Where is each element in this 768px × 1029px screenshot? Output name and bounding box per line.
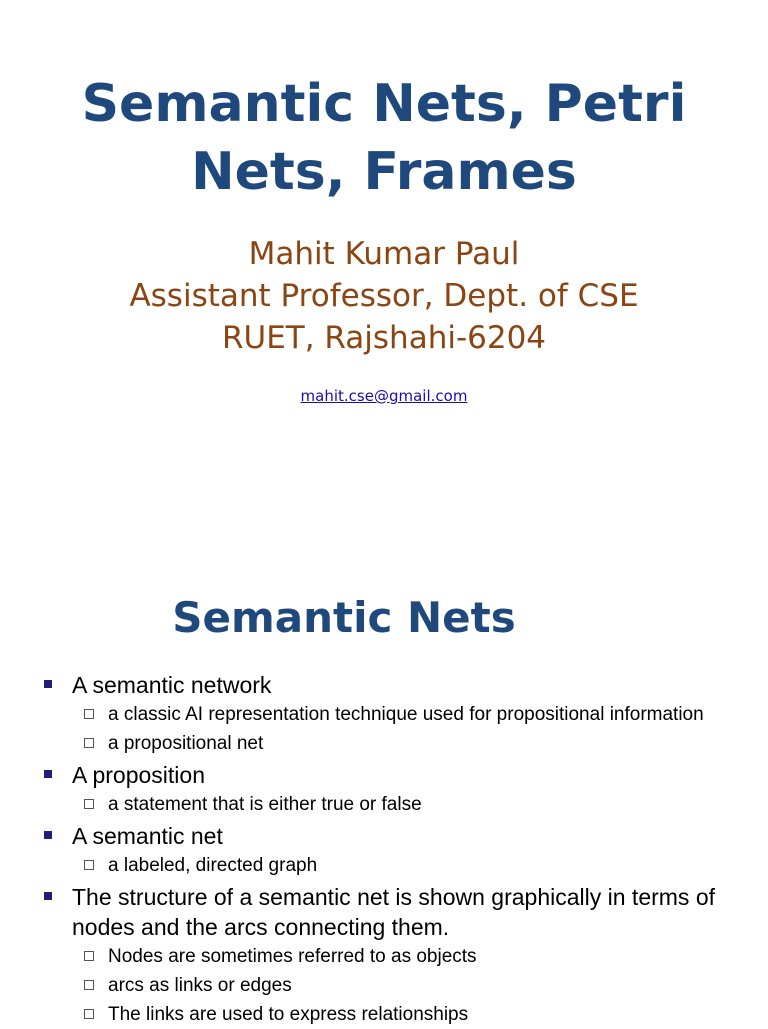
slide-title: Semantic Nets xyxy=(172,593,516,642)
bullet-text: A semantic network xyxy=(72,672,272,698)
bullet-item xyxy=(72,668,768,700)
square-bullet-icon xyxy=(44,680,52,688)
sub-bullet-item xyxy=(108,790,768,819)
hollow-square-bullet-icon xyxy=(84,709,94,719)
sub-bullet-text: a propositional net xyxy=(108,733,264,754)
square-bullet-icon xyxy=(44,831,52,839)
sub-bullet-item xyxy=(108,700,768,729)
author-block xyxy=(0,233,768,359)
sub-bullet-text: a statement that is either true or false xyxy=(108,794,422,815)
sub-bullet-text: a classic AI representation technique used for propositional information xyxy=(108,704,704,725)
author-position: Assistant Professor, Dept. of CSE xyxy=(129,278,639,314)
bullet-text: A semantic net xyxy=(72,823,223,849)
bullet-item xyxy=(72,758,768,790)
hollow-square-bullet-icon xyxy=(84,799,94,809)
author-name: Mahit Kumar Paul xyxy=(248,236,520,272)
sub-bullet-text: Nodes are sometimes referred to as objects xyxy=(108,946,477,967)
title-line-1: Semantic Nets, Petri xyxy=(81,74,687,134)
sub-bullet-text: a labeled, directed graph xyxy=(108,855,318,876)
sub-bullet-item xyxy=(108,942,768,971)
hollow-square-bullet-icon xyxy=(84,860,94,870)
square-bullet-icon xyxy=(44,892,52,900)
email-link[interactable]: mahit.cse@gmail.com xyxy=(300,387,468,405)
sub-bullet-item xyxy=(108,851,768,880)
sub-bullet-item xyxy=(108,1000,768,1029)
bullet-text-line-1: The structure of a semantic net is shown graphically in terms of xyxy=(72,884,716,910)
hollow-square-bullet-icon xyxy=(84,738,94,748)
sub-bullet-item xyxy=(108,729,768,758)
bullet-text: A proposition xyxy=(72,762,205,788)
bullet-text-line-2: nodes and the arcs connecting them. xyxy=(72,914,450,940)
square-bullet-icon xyxy=(44,770,52,778)
bullet-item xyxy=(72,819,768,851)
author-institution: RUET, Rajshahi-6204 xyxy=(221,320,547,356)
bullet-list xyxy=(0,668,768,1029)
sub-bullet-text: arcs as links or edges xyxy=(108,975,292,996)
bullet-item xyxy=(72,880,768,942)
hollow-square-bullet-icon xyxy=(84,1009,94,1019)
title-line-2: Nets, Frames xyxy=(191,142,577,202)
sub-bullet-item xyxy=(108,971,768,1000)
hollow-square-bullet-icon xyxy=(84,980,94,990)
slide-title xyxy=(0,70,768,206)
sub-bullet-text: The links are used to express relationships xyxy=(108,1004,469,1025)
semantic-nets-slide xyxy=(0,560,768,1024)
hollow-square-bullet-icon xyxy=(84,951,94,961)
